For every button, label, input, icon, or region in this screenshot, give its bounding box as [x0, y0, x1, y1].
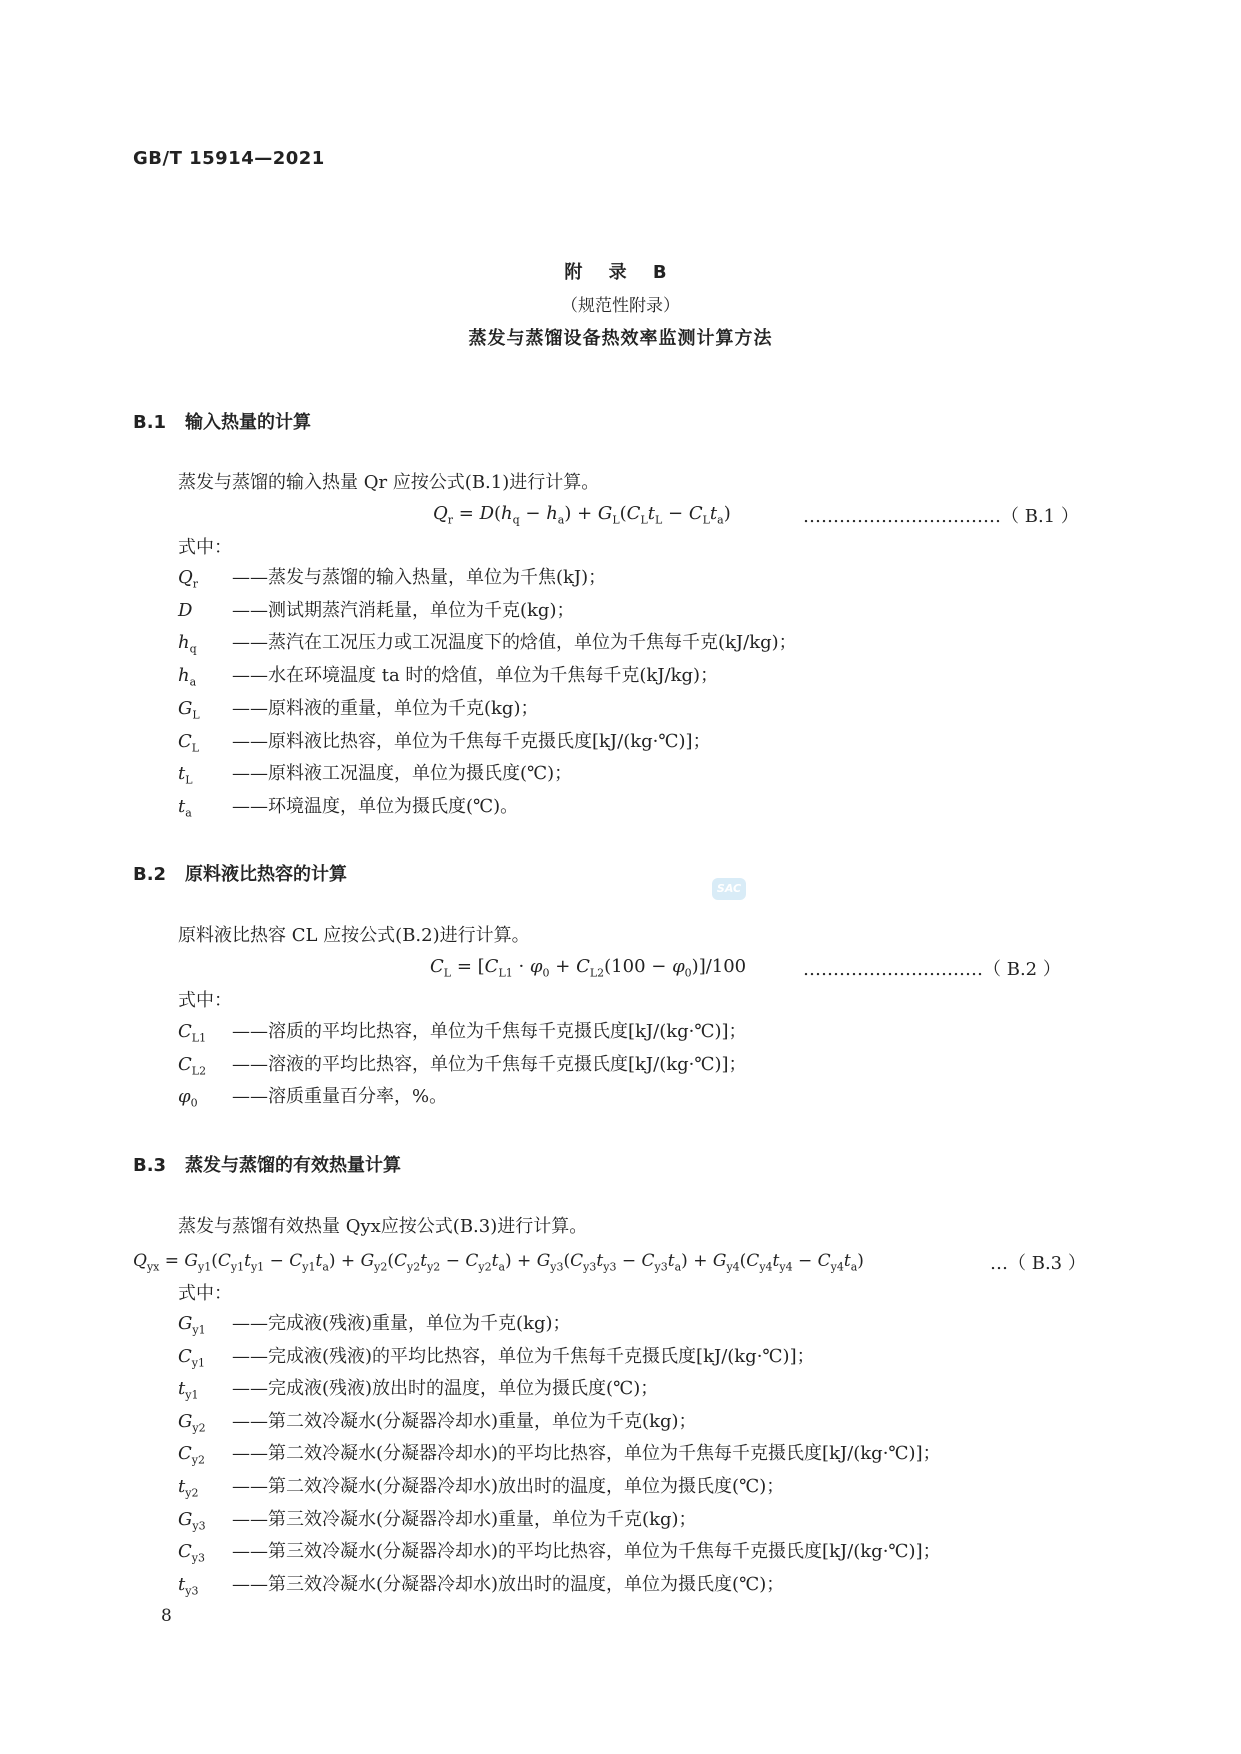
definition-symbol: $t_L$ — [178, 763, 193, 787]
definition-row — [178, 1442, 941, 1473]
definition-row — [178, 1312, 571, 1343]
b3-intro: 蒸发与蒸馏有效热量 Qyx应按公式(B.3)进行计算。 — [178, 1216, 588, 1237]
equation-b3-number: …（ B.3 ） — [990, 1253, 1086, 1274]
annex-title: 附 录 B — [564, 262, 677, 283]
section-b1-heading — [133, 408, 311, 434]
section-b2-heading — [133, 860, 347, 886]
definition-row — [178, 566, 606, 597]
definition-text: ——完成液(残液)重量，单位为千克(kg)； — [232, 1313, 571, 1334]
b2-where: 式中： — [178, 990, 232, 1011]
definition-symbol: $C_{y2}$ — [178, 1443, 205, 1467]
definition-symbol: D — [178, 599, 193, 621]
section-number: B.1 — [133, 412, 167, 433]
definition-symbol: $G_{y3}$ — [178, 1508, 206, 1533]
section-number: B.2 — [133, 864, 167, 885]
equation-b1-number: ……………………………（ B.1 ） — [803, 506, 1079, 527]
definition-row — [178, 1410, 697, 1441]
definition-symbol: $C_{y1}$ — [178, 1345, 205, 1370]
section-b3-heading — [133, 1151, 401, 1177]
definition-symbol: $t_{y3}$ — [178, 1573, 199, 1598]
definition-symbol: $h_a$ — [178, 665, 197, 689]
b3-where: 式中： — [178, 1283, 232, 1304]
b1-intro: 蒸发与蒸馏的输入热量 Qr 应按公式(B.1)进行计算。 — [178, 472, 600, 493]
definition-row — [178, 1020, 747, 1051]
definition-row — [178, 1508, 697, 1539]
definition-row — [178, 1377, 658, 1408]
definition-symbol: $G_{y1}$ — [178, 1313, 206, 1337]
section-title: 原料液比热容的计算 — [185, 864, 347, 885]
annex-name: 蒸发与蒸馏设备热效率监测计算方法 — [468, 328, 773, 349]
definition-symbol: $C_{L2}$ — [178, 1053, 207, 1078]
definition-row — [178, 664, 718, 695]
definition-text: ——第三效冷凝水(分凝器冷却水)放出时的温度，单位为摄氏度(℃)； — [232, 1573, 785, 1595]
section-title: 蒸发与蒸馏的有效热量计算 — [185, 1155, 401, 1176]
page-number: 8 — [161, 1606, 172, 1626]
definition-row — [178, 1085, 447, 1116]
definition-symbol: $C_L$ — [178, 730, 200, 755]
definition-row — [178, 1345, 815, 1376]
section-title: 输入热量的计算 — [185, 412, 311, 433]
definition-text: ——溶质重量百分率，%。 — [232, 1086, 448, 1107]
document-header: GB/T 15914—2021 — [133, 148, 325, 169]
section-number: B.3 — [133, 1155, 167, 1176]
definition-row — [178, 599, 574, 623]
definition-symbol: $t_{y1}$ — [178, 1378, 199, 1402]
definition-text: ——原料液工况温度，单位为摄氏度(℃)； — [232, 763, 573, 785]
equation-b1: $Q_r = D(h_q - h_a) + G_L(C_Lt_L - C_Lt_a)$ — [433, 503, 731, 527]
definition-text: ——蒸汽在工况压力或工况温度下的焓值，单位为千焦每千克(kJ/kg)； — [232, 632, 797, 654]
definition-symbol: $C_{L1}$ — [178, 1021, 207, 1045]
definition-row — [178, 1573, 784, 1604]
definition-row — [178, 631, 797, 662]
definition-text: ——蒸发与蒸馏的输入热量，单位为千焦(kJ)； — [232, 567, 607, 588]
definition-symbol: $t_{y2}$ — [178, 1476, 199, 1500]
sac-watermark: SAC — [712, 878, 746, 900]
definition-text: ——水在环境温度 ta 时的焓值，单位为千焦每千克(kJ/kg)； — [232, 665, 719, 687]
definition-text: ——第二效冷凝水(分凝器冷却水)的平均比热容，单位为千焦每千克摄氏度[kJ/(kg·℃)]； — [232, 1443, 941, 1465]
definition-text: ——第二效冷凝水(分凝器冷却水)重量，单位为千克(kg)； — [232, 1410, 697, 1432]
equation-b2-number: …………………………（ B.2 ） — [803, 959, 1061, 980]
definition-text: ——第三效冷凝水(分凝器冷却水)重量，单位为千克(kg)； — [232, 1508, 697, 1530]
definition-row — [178, 795, 518, 826]
definition-symbol: $C_{y3}$ — [178, 1541, 205, 1565]
definition-text: ——完成液(残液)放出时的温度，单位为摄氏度(℃)； — [232, 1378, 659, 1400]
definition-text: ——溶质的平均比热容，单位为千焦每千克摄氏度[kJ/(kg·℃)]； — [232, 1021, 747, 1042]
definition-text: ——完成液(残液)的平均比热容，单位为千焦每千克摄氏度[kJ/(kg·℃)]； — [232, 1345, 815, 1367]
definition-row — [178, 697, 538, 728]
definition-row — [178, 1475, 784, 1506]
definition-row — [178, 762, 572, 793]
equation-b3: $Q_{yx} = G_{y1}(C_{y1}t_{y1} - C_{y1}t_a) + G_{y2}(C_{y2}t_{y2} - C_{y2}t_a) + G_{y3}(C_{y3}t_{y3} - C_{y3}t_a) + G_{y4}(C_{y4}t_{y4} - C_{y4}t_a)$ — [133, 1251, 864, 1274]
definition-symbol: $\varphi_0$ — [178, 1086, 198, 1110]
definition-symbol: $G_{y2}$ — [178, 1410, 206, 1435]
b1-where: 式中： — [178, 537, 232, 558]
definition-row — [178, 730, 711, 761]
annex-type: （规范性附录） — [561, 296, 680, 316]
definition-symbol: $h_q$ — [178, 632, 197, 656]
definition-row — [178, 1540, 941, 1571]
definition-symbol: $G_L$ — [178, 697, 200, 722]
definition-symbol: $Q_r$ — [178, 567, 199, 591]
definition-text: ——原料液的重量，单位为千克(kg)； — [232, 697, 539, 719]
definition-symbol: $t_a$ — [178, 795, 192, 820]
definition-text: ——测试期蒸汽消耗量，单位为千克(kg)； — [232, 599, 575, 621]
definition-text: ——第三效冷凝水(分凝器冷却水)的平均比热容，单位为千焦每千克摄氏度[kJ/(kg·℃)]； — [232, 1541, 941, 1563]
definition-text: ——溶液的平均比热容，单位为千焦每千克摄氏度[kJ/(kg·℃)]； — [232, 1053, 747, 1075]
definition-row — [178, 1053, 747, 1084]
equation-b2: $C_L = [C_{L1} \cdot \varphi_0 + C_{L2}(100 - \varphi_0)]/100$ — [430, 956, 747, 980]
definition-text: ——原料液比热容，单位为千焦每千克摄氏度[kJ/(kg·℃)]； — [232, 730, 711, 752]
b2-intro: 原料液比热容 CL 应按公式(B.2)进行计算。 — [178, 925, 530, 946]
definition-text: ——第二效冷凝水(分凝器冷却水)放出时的温度，单位为摄氏度(℃)； — [232, 1476, 785, 1497]
definition-text: ——环境温度，单位为摄氏度(℃)。 — [232, 795, 519, 817]
